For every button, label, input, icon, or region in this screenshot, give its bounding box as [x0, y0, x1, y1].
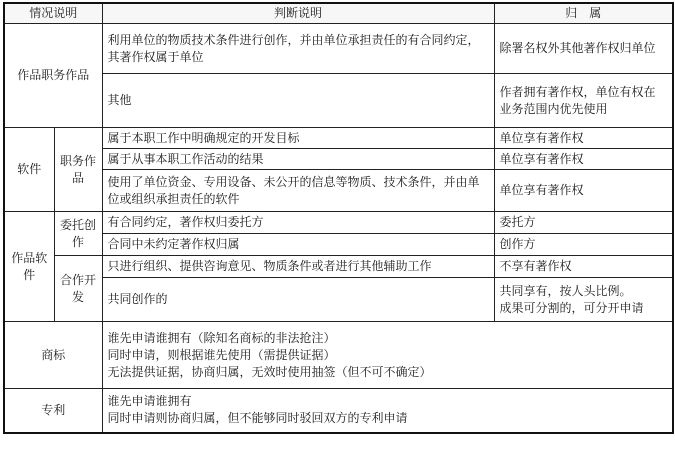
header-ownership: 归 属 — [494, 3, 673, 24]
table-row — [4, 74, 673, 128]
table-row — [4, 149, 673, 170]
commission-desc-1: 有合同约定，著作权归委托方 — [102, 212, 494, 234]
table-row — [4, 170, 673, 212]
patent-label: 专利 — [4, 389, 102, 433]
table-row — [4, 128, 673, 149]
patent-line-1: 谁先申请谁拥有 — [107, 394, 192, 409]
software-desc-2: 属于从事本职工作活动的结果 — [102, 149, 494, 170]
patent-line-2: 同时申请则协商归属，但不能够同时驳回双方的专利申请 — [107, 411, 408, 426]
cooperation-owner-2-line-2: 成果可分割的，可分开申请 — [499, 300, 644, 315]
cooperation-desc-1: 只进行组织、提供咨询意见、物质条件或者进行其他辅助工作 — [102, 256, 494, 278]
table-row — [4, 389, 673, 433]
trademark-line-2: 同时申请，则根据谁先使用（需提供证据） — [107, 347, 336, 362]
work-product-desc-2: 其他 — [102, 74, 494, 128]
cooperation-label: 合作开发 — [54, 256, 102, 322]
table-row — [4, 212, 673, 234]
software-label: 软件 — [4, 128, 54, 212]
table-row — [4, 24, 673, 74]
work-software-label: 作品软件 — [4, 212, 54, 322]
cooperation-desc-2: 共同创作的 — [102, 278, 494, 322]
commission-desc-2: 合同中未约定著作权归属 — [102, 234, 494, 256]
ownership-table — [3, 2, 674, 434]
trademark-label: 商标 — [4, 322, 102, 389]
software-desc-1: 属于本职工作中明确规定的开发目标 — [102, 128, 494, 149]
patent-content — [102, 389, 673, 433]
header-row — [4, 3, 673, 24]
commission-owner-2: 创作方 — [494, 234, 673, 256]
table-row — [4, 234, 673, 256]
header-situation: 情况说明 — [4, 3, 102, 24]
software-owner-2: 单位享有著作权 — [494, 149, 673, 170]
software-sub-label: 职务作品 — [54, 128, 102, 212]
table-row — [4, 278, 673, 322]
table-row — [4, 322, 673, 389]
work-product-label: 作品职务作品 — [4, 24, 102, 128]
trademark-line-3: 无法提供证据，协商归属，无效时使用抽签（但不可不确定） — [107, 364, 432, 379]
header-judgement: 判断说明 — [102, 3, 494, 24]
work-product-desc-1: 利用单位的物质技术条件进行创作，并由单位承担责任的有合同约定，其著作权属于单位 — [102, 24, 494, 74]
software-owner-1: 单位享有著作权 — [494, 128, 673, 149]
software-owner-3: 单位享有著作权 — [494, 170, 673, 212]
work-product-owner-1: 除署名权外其他著作权归单位 — [494, 24, 673, 74]
table-row — [4, 256, 673, 278]
cooperation-owner-2 — [494, 278, 673, 322]
commission-label: 委托创作 — [54, 212, 102, 256]
trademark-content — [102, 322, 673, 389]
work-product-owner-2: 作者拥有著作权，单位有权在业务范围内优先使用 — [494, 74, 673, 128]
trademark-line-1: 谁先申请谁拥有（除知名商标的非法抢注） — [107, 330, 336, 345]
cooperation-owner-2-line-1: 共同享有，按人头比例。 — [499, 283, 632, 298]
software-desc-3: 使用了单位资金、专用设备、未公开的信息等物质、技术条件，并由单位或组织承担责任的软件 — [102, 170, 494, 212]
cooperation-owner-1: 不享有著作权 — [494, 256, 673, 278]
commission-owner-1: 委托方 — [494, 212, 673, 234]
